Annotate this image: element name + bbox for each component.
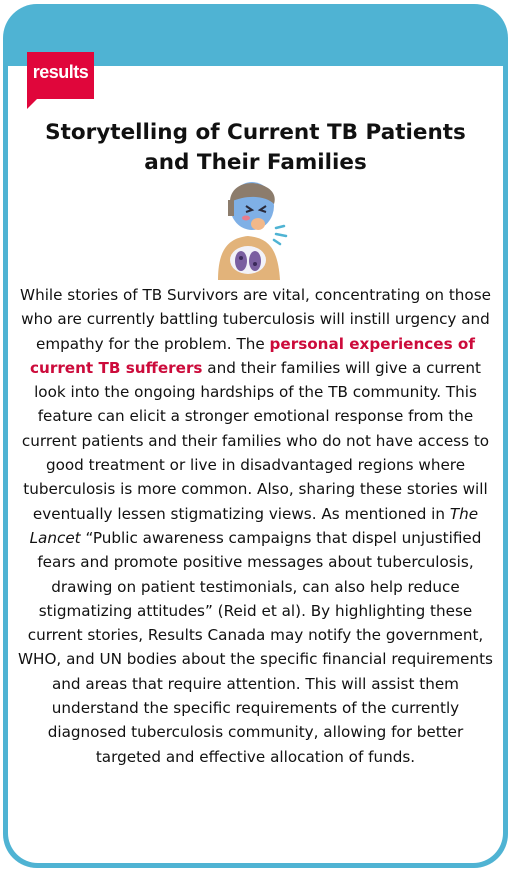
body-citation: The Lancet bbox=[29, 504, 479, 547]
results-logo bbox=[27, 52, 94, 99]
body-paragraph bbox=[14, 283, 497, 769]
body-text-1: While stories of TB Survivors are vital, concentrating on those who are currently battling tuberculosis will instill urgency and empathy for the problem. The bbox=[20, 286, 491, 353]
body-text-3: “Public awareness campaigns that dispel unjustified fears and promote positive messages about tuberculosis, drawing on patient testimonials, can also help reduce stigmatizing attitudes” (Reid et al). By highlighting these current stories, Results Canada may notify the government, WHO, and UN bodies about the specific financial requirements and areas that require attention. This will assist them understand the specific requirements of the currently diagnosed tuberculosis community, allowing for better targeted and effective allocation of funds. bbox=[18, 528, 493, 766]
body-highlight: personal experiences of current TB sufferers bbox=[30, 334, 475, 377]
body-text-2: and their families will give a current look into the ongoing hardships of the TB community. This feature can elicit a stronger emotional response from the current patients and their families who do not have access to good treatment or live in disadvantaged regions where tuberculosis is more common. Also, sharing these stories will eventually lessen stigmatizing views. As mentioned in bbox=[21, 358, 490, 523]
logo-text: results bbox=[32, 62, 89, 82]
coughing-tb-patient-icon bbox=[208, 180, 298, 280]
page-title: Storytelling of Current TB Patients and Their Families bbox=[45, 120, 466, 175]
